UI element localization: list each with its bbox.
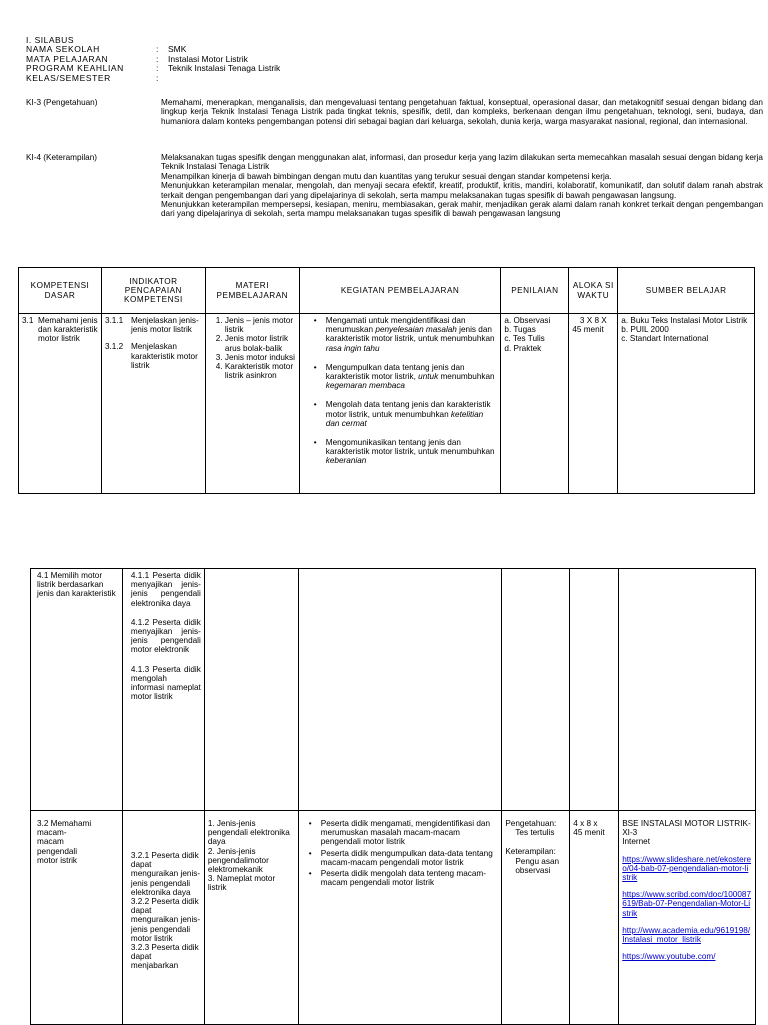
document-title: I. SILABUS: [26, 35, 74, 45]
header-row-subject: MATA PELAJARAN : Instalasi Motor Listrik: [26, 53, 248, 64]
col-kd: KOMPETENSI DASAR: [19, 268, 102, 314]
kd-cell: 3.2 Memahami macam-macam pengendali motor istrik: [31, 811, 123, 1025]
resource-link[interactable]: https://www.youtube.com/: [622, 952, 716, 962]
col-materi: MATERI PEMBELAJARAN: [205, 268, 299, 314]
ipk-cell: 4.1.1 Peserta didik menyajikan jenis-jenis pengendali elektronika daya 4.1.2 Peserta didik menyajikan jenis-jenis pengendali motor elektronik 4.1.3 Peserta didik mengolah informasi nameplat motor listrik: [122, 569, 204, 811]
kd-cell: 4.1 Memilih motor listrik berdasarkan jenis dan karakteristik: [31, 569, 123, 811]
ipk-cell: 3.2.1 Peserta didik dapat menguraikan jenis-jenis pengendali elektronika daya 3.2.2 Peserta didik dapat menguraikan jenis-jenis pengendali motor listrik 3.2.3 Peserta didik dapat menjabarkan: [122, 811, 204, 1025]
list-item: • Peserta didik mengolah data tenteng macam-macam pengendali motor listrik: [321, 869, 499, 887]
table-row: [31, 811, 756, 1025]
syllabus-table-1: [18, 267, 755, 494]
ki3-label: KI-3 (Pengetahuan): [26, 98, 98, 107]
materi-cell: 1. Jenis-jenis pengendali elektronika daya 2. Jenis-jenis pengendalimotor elektromekanik 3. Nameplat motor listrik: [204, 811, 298, 1025]
document-header: [26, 36, 280, 83]
kegiatan-cell: [299, 314, 501, 494]
ki4-text: Melaksanakan tugas spesifik dengan menggunakan alat, informasi, dan prosedur kerja yang lazim dilakukan serta memecahkan masalah sesuai dengan bidang kerja Teknik Instalasi Tenaga Listrik Menampilkan kinerja di bawah bimbingan dengan mutu dan kuantitas yang terukur sesuai dengan standar kompetensi kerja. Menunjukkan keterampilan menalar, mengolah, dan menyaji secara efektif, kreatif, produktif, kritis, mandiri, kolaboratif, komunikatif, dan solutif dalam ranah abstrak terkait dengan pengembangan dari yang dipelajarinya di sekolah, serta mampu melaksanakan tugas spesifik di bawah pengawasan langsung. Menunjukkan keterampilan mempersepsi, kesiapan, meniru, membiasakan, gerak mahir, menjadikan gerak alami dalam ranah konkret terkait dengan pengembangan dari yang dipelajarinya di sekolah, serta mampu melaksanakan tugas spesifik di bawah pengawasan langsung: [161, 153, 763, 219]
col-sumber: SUMBER BELAJAR: [618, 268, 755, 314]
materi-cell: 1. Jenis – jenis motor listrik 2. Jenis motor listrik arus bolak-balik 3. Jenis motor induksi 4. Karakteristik motor listrik asinkron: [205, 314, 299, 494]
table-row: [19, 314, 755, 494]
kegiatan-cell: [298, 811, 502, 1025]
ki4-label: KI-4 (Keterampilan): [26, 153, 97, 162]
resource-link[interactable]: https://www.slideshare.net/ekostereo/04-bab-07-pengendalian-motor-listrik: [622, 854, 752, 883]
list-item: • Mengomunikasikan tentang jenis dan karakteristik motor listrik, untuk menumbuhkan keberanian: [326, 438, 498, 466]
penilaian-cell: Pengetahuan: Tes tertulis Keterampilan: Pengu asan observasi: [502, 811, 570, 1025]
col-kegiatan: KEGIATAN PEMBELAJARAN: [299, 268, 501, 314]
header-row-program: PROGRAM KEAHLIAN : Teknik Instalasi Tenaga Listrik: [26, 63, 281, 74]
resource-link[interactable]: http://www.academia.edu/9619198/Instalasi_motor_listrik: [622, 925, 751, 945]
list-item: • Mengumpulkan data tentang jenis dan karakteristik motor listrik, untuk menumbuhkan kegemaran membaca: [326, 363, 498, 391]
resource-link[interactable]: https://www.scribd.com/doc/100087619/Bab-07-Pengendalian-Motor-Listrik: [622, 890, 752, 918]
sumber-cell: a. Buku Teks Instalasi Motor Listrik b. PUIL 2000 c. Standart International: [618, 314, 755, 494]
list-item: • Peserta didik mengamati, mengidentifikasi dan merumuskan masalah macam-macam pengendali motor listrik: [321, 819, 499, 847]
ki3-text: Memahami, menerapkan, menganalisis, dan mengevaluasi tentang pengetahuan faktual, konseptual, operasional dasar, dan metakognitif sesuai dengan bidang dan lingkup kerja Teknik Instalasi Tenaga Listrik pada tingkat teknis, spesifik, detil, dan kompleks, berkenaan dengan ilmu pengetahuan, teknologi, seni, budaya, dan humaniora dalam konteks pengembangan potensi diri sebagai bagian dari keluarga, sekolah, dunia kerja, warga masyarakat nasional, regional, dan internasional.: [161, 98, 763, 126]
alokasi-cell: 3 X 8 X 45 menit: [569, 314, 618, 494]
alokasi-cell: 4 x 8 x 45 menit: [570, 811, 619, 1025]
table-row: [31, 569, 756, 811]
col-ipk: INDIKATOR PENCAPAIAN KOMPETENSI: [101, 268, 205, 314]
syllabus-table-2: [30, 568, 756, 1025]
sumber-cell: BSE INSTALASI MOTOR LISTRIK-XI-3 Internet https://www.slideshare.net/ekostereo/04-bab-07-pengendalian-motor-listrik https://www.scribd.com/doc/100087619/Bab-07-Pengendalian-Motor-Listrik http://www.academia.edu/9619198/Instalasi_motor_listrik https://www.youtube.com/: [619, 811, 756, 1025]
kd-cell: 3.1 Memahami jenis dan karakteristik motor listrik: [19, 314, 102, 494]
header-row-class: KELAS/SEMESTER :: [26, 72, 159, 83]
penilaian-cell: a. Observasi b. Tugas c. Tes Tulis d. Praktek: [501, 314, 569, 494]
header-row-school: NAMA SEKOLAH : SMK: [26, 44, 187, 55]
col-alokasi: ALOKA SI WAKTU: [569, 268, 618, 314]
list-item: • Peserta didik mengumpulkan data-data tentang macam-macam pengendali motor listrik: [321, 849, 499, 867]
list-item: • Mengolah data tentang jenis dan karakteristik motor listrik, untuk menumbuhkan ketelitian dan cermat: [326, 400, 498, 428]
col-penilaian: PENILAIAN: [501, 268, 569, 314]
ipk-cell: 3.1.1 Menjelaskan jenis-jenis motor listrik 3.1.2 Menjelaskan karakteristik motor listrik: [101, 314, 205, 494]
table-header-row: [19, 268, 755, 314]
list-item: • Mengamati untuk mengidentifikasi dan merumuskan penyelesaian masalah jenis dan karakteristik motor listrik, untuk menumbuhkan rasa ingin tahu: [326, 316, 498, 353]
